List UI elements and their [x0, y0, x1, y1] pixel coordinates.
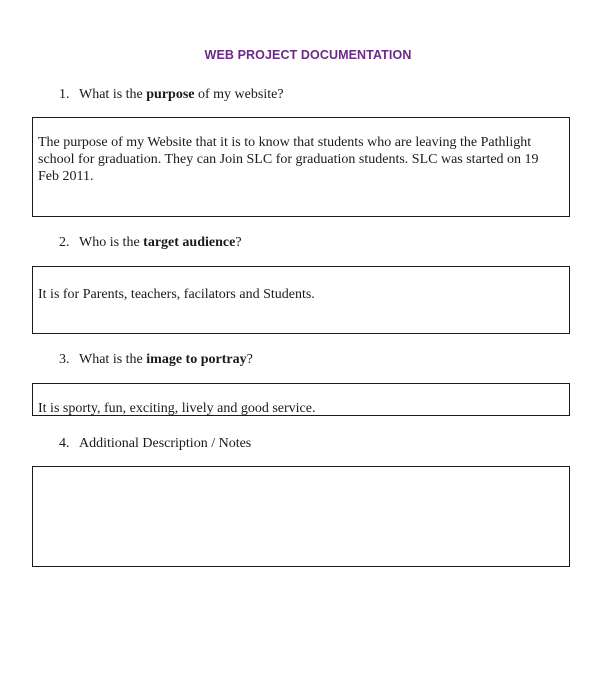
- question-3: [59, 351, 253, 369]
- answer-text-purpose: The purpose of my Website that it is to know that students who are leaving the Pathlight school for graduation. They can Join SLC for graduation students. SLC was started on 19 Feb 2011.: [38, 135, 539, 184]
- question-number: 2.: [59, 235, 70, 250]
- document-title: WEB PROJECT DOCUMENTATION: [204, 48, 412, 62]
- question-text-suffix: of my website?: [194, 87, 284, 102]
- question-2: [59, 234, 242, 252]
- answer-box-additional-notes[interactable]: [32, 466, 570, 567]
- question-text-prefix: Who is the: [79, 235, 144, 250]
- question-text-prefix: Additional Description / Notes: [79, 436, 252, 451]
- question-text-emphasis: target audience: [143, 235, 236, 250]
- answer-text-image-to-portray: It is sporty, fun, exciting, lively and good service.: [38, 401, 316, 416]
- question-text-prefix: What is the: [79, 352, 147, 367]
- question-number: 4.: [59, 436, 70, 451]
- question-text-emphasis: image to portray: [146, 352, 247, 367]
- question-text-emphasis: purpose: [146, 87, 195, 102]
- question-1: [59, 86, 284, 104]
- question-number: 3.: [59, 352, 70, 367]
- question-text-prefix: What is the: [79, 87, 147, 102]
- question-text-suffix: ?: [235, 235, 242, 250]
- answer-text-target-audience: It is for Parents, teachers, facilators and Students.: [38, 287, 315, 302]
- question-text-suffix: ?: [246, 352, 253, 367]
- question-number: 1.: [59, 87, 70, 102]
- question-4: [59, 435, 251, 453]
